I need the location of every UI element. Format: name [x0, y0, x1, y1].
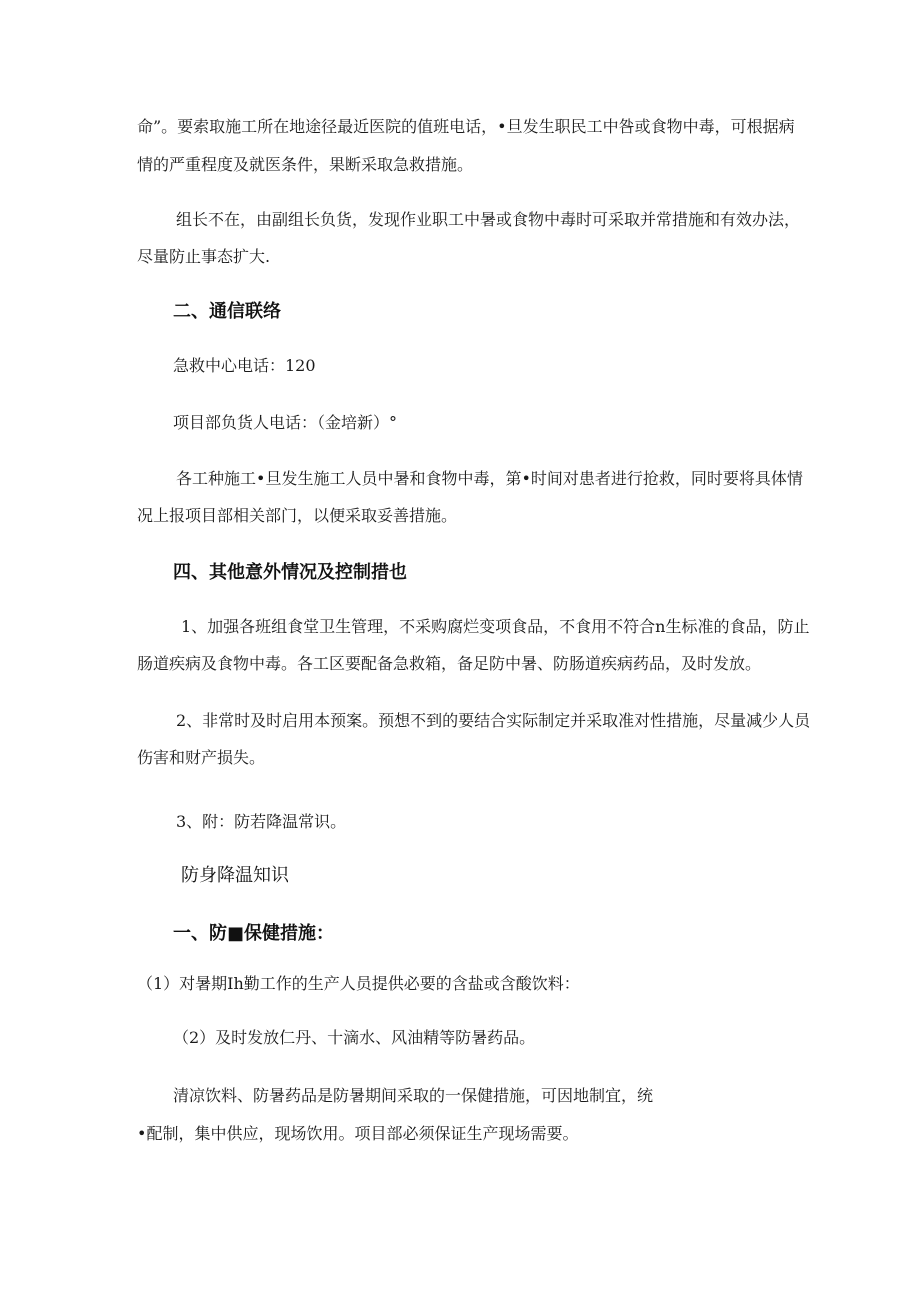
emergency-phone-text: 急救中心电话：120 — [173, 356, 316, 375]
knowledge-heading: 防身降温知识 — [181, 865, 289, 886]
list-item-line: 伤害和财产损失。 — [137, 748, 266, 767]
paragraph-line: 组长不在，由副组长负货，发现作业职工中暑或食物中毒时可采取并常措施和有效办法， — [176, 210, 801, 229]
manager-phone-text: 项目部负货人电话：（金培新）° — [173, 413, 398, 432]
measure-line: （2）及时发放仁丹、十滴水、风油精等防暑药品。 — [173, 1028, 536, 1047]
paragraph-line: 命”。要索取施工所在地途径最近医院的值班电话，•旦发生职民工中咎或食物中毒，可根据病 — [137, 117, 795, 136]
list-item-line: 3、附：防若降温常识。 — [176, 812, 347, 831]
measure-line: （1）对暑期Ih勤工作的生产人员提供必要的含盐或含酸饮料： — [137, 974, 580, 993]
list-item-line: 2、非常时及时启用本预案。预想不到的要结合实际制定并采取准对性措施，尽量减少人员 — [176, 711, 811, 730]
section-heading: 一、防■保健措施： — [173, 923, 335, 944]
paragraph-line: 情的严重程度及就医条件，果断采取急救措施。 — [137, 155, 474, 174]
list-item-line: 肠道疾病及食物中毒。各工区要配备急救箱，备足防中暑、防肠道疾病药品，及时发放。 — [137, 654, 762, 673]
section-heading: 二、通信联络 — [173, 301, 281, 322]
section-heading: 四、其他意外情况及控制措也 — [173, 562, 407, 583]
paragraph-line: 况上报项目部相关部门，以便采取妥善措施。 — [137, 506, 458, 525]
list-item-line: 1、加强各班组食堂卫生管理，不采购腐烂变项食品，不食用不符合n生标准的食品，防止 — [181, 617, 810, 636]
paragraph-line: •配制，集中供应，现场饮用。项目部必须保证生产现场需要。 — [137, 1124, 579, 1143]
paragraph-line: 各工种施工•旦发生施工人员中暑和食物中毒，第•时间对患者进行抢救，同时要将具体情 — [176, 469, 803, 488]
paragraph-line: 尽量防止事态扩大. — [137, 247, 271, 266]
paragraph-line: 清凉饮料、防暑药品是防暑期间采取的一保健措施，可因地制宜，统 — [173, 1086, 654, 1105]
